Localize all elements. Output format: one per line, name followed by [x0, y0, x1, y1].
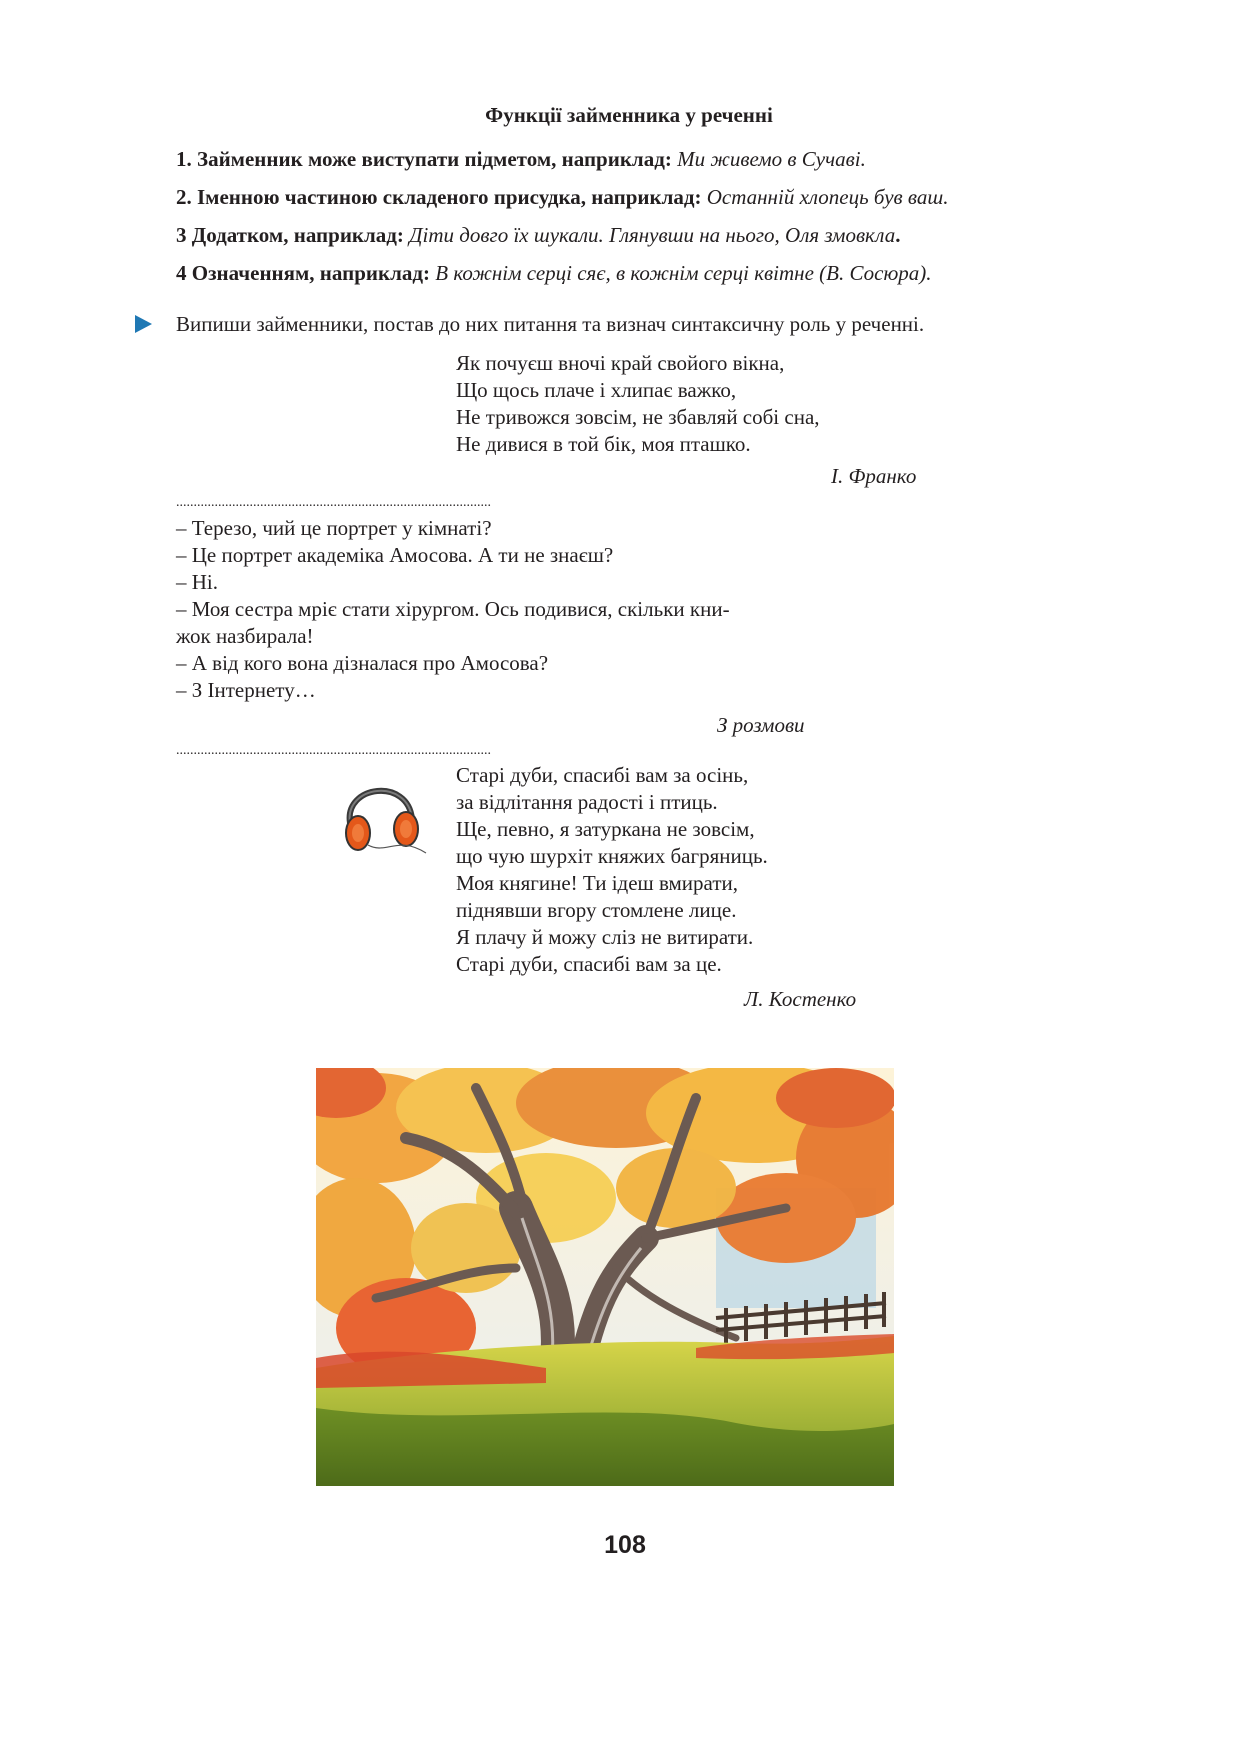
- poem-author-franko: І. Франко: [831, 464, 917, 488]
- poem-kostenko: [456, 762, 768, 978]
- dialog-line: – А від кого вона дізналася про Амосова?: [176, 651, 549, 675]
- poem-line: Ще, певно, я затуркана не зовсім,: [456, 817, 755, 841]
- dialog-line: – Моя сестра мріє стати хірургом. Ось подивися, скільки кни-: [176, 597, 730, 621]
- answer-line: ..........................................................................................: [176, 495, 491, 510]
- rule-2-example: Останній хлопець був ваш.: [706, 185, 949, 209]
- task-arrow-icon: [135, 315, 152, 333]
- poem-line: піднявши вгору стомлене лице.: [456, 898, 737, 922]
- poem-line: Старі дуби, спасибі вам за осінь,: [456, 763, 749, 787]
- rule-2-label: 2. Іменною частиною складеного присудка, наприклад:: [176, 185, 702, 209]
- poem-line: Не тривожся зовсім, не збавляй собі сна,: [456, 405, 820, 429]
- rule-4: [176, 261, 932, 286]
- rule-4-label: 4 Означенням, наприклад:: [176, 261, 431, 285]
- poem-line: Що щось плаче і хлипає важко,: [456, 378, 737, 402]
- dialog-line: – Це портрет академіка Амосова. А ти не знаєш?: [176, 543, 614, 567]
- rule-3-tail: .: [895, 223, 901, 247]
- dialog-line: жок назбирала!: [176, 624, 314, 648]
- task-instruction: Випиши займенники, постав до них питання та визнач синтаксичну роль у реченні.: [176, 312, 925, 336]
- dialog-line: – Терезо, чий це портрет у кімнаті?: [176, 516, 492, 540]
- poem-line: що чую шурхіт княжих багряниць.: [456, 844, 768, 868]
- headphones-icon: [338, 775, 430, 857]
- poem-line: Не дивися в той бік, моя пташко.: [456, 432, 751, 456]
- poem-franko: [456, 350, 820, 458]
- answer-line: ..........................................................................................: [176, 743, 491, 758]
- rule-2: [176, 185, 948, 210]
- rule-3-label: 3 Додатком, наприклад:: [176, 223, 404, 247]
- section-heading: Функції займенника у реченні: [485, 103, 773, 127]
- rule-3: [176, 223, 900, 248]
- autumn-oak-painting: [316, 1068, 894, 1486]
- poem-line: Я плачу й можу сліз не витирати.: [456, 925, 754, 949]
- dialog-line: – Ні.: [176, 570, 218, 594]
- poem-line: Моя княгине! Ти ідеш вмирати,: [456, 871, 738, 895]
- poem-line: за відлітання радості і птиць.: [456, 790, 718, 814]
- poem-line: Старі дуби, спасибі вам за це.: [456, 952, 722, 976]
- rule-1: [176, 147, 866, 172]
- rule-1-example: Ми живемо в Сучаві.: [677, 147, 866, 171]
- page-number: 108: [604, 1531, 646, 1559]
- dialog-source: З розмови: [717, 713, 805, 737]
- dialog-line: – З Інтернету…: [176, 678, 316, 702]
- rule-1-label: 1. Займенник може виступати підметом, наприклад:: [176, 147, 672, 171]
- rule-4-example: В кожнім серці сяє, в кожнім серці квітне (В. Сосюра).: [435, 261, 932, 285]
- rule-3-example: Діти довго їх шукали. Глянувши на нього, Оля змовкла: [409, 223, 896, 247]
- dialog: [176, 515, 730, 704]
- poem-line: Як почуєш вночі край свойого вікна,: [456, 351, 785, 375]
- poem-author-kostenko: Л. Костенко: [744, 987, 857, 1011]
